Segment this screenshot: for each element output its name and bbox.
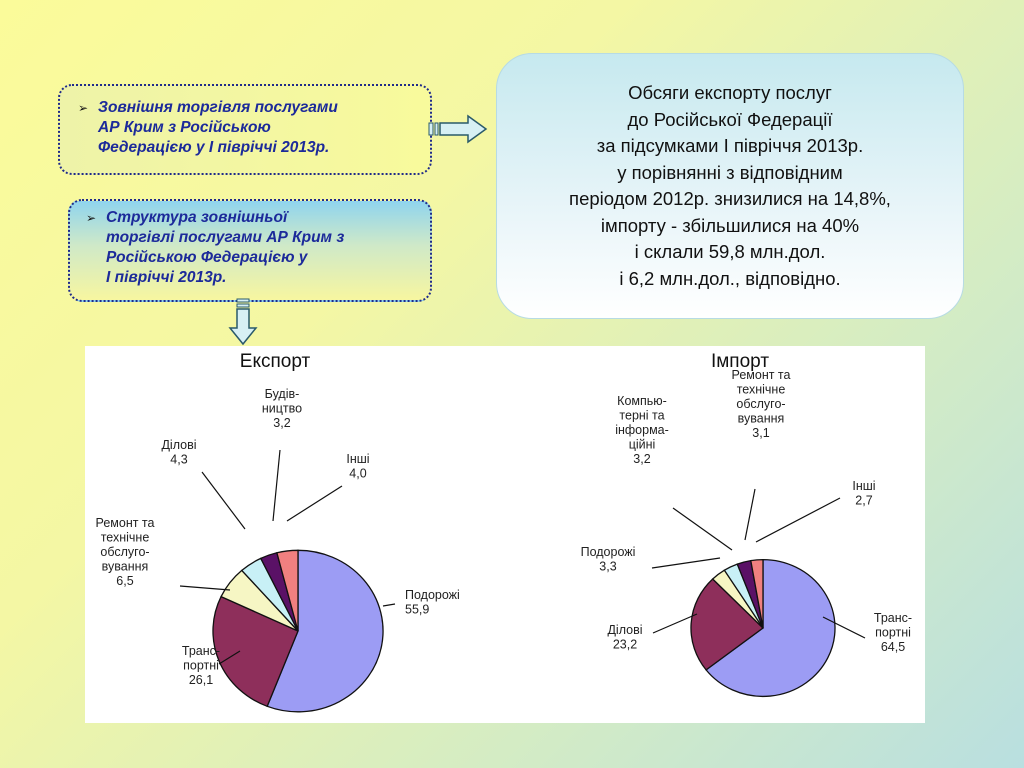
leader-line [287, 486, 342, 521]
chart-title: Імпорт [710, 351, 770, 372]
info-callout [496, 53, 964, 319]
slice-label: Компью-терні та інформа-ційні 3,2 [615, 394, 669, 466]
bullet-arrow-icon: ➢ [86, 211, 97, 225]
down-arrow-icon [228, 298, 258, 346]
bullet-box-structure [68, 199, 432, 302]
leader-line [756, 498, 840, 542]
leader-line [673, 508, 732, 550]
leader-line [745, 489, 755, 540]
bullet-text-trade: Зовнішня торгівля послугами АР Крим з Російською Федерацією у І півріччі 2013р. [98, 99, 338, 156]
chart-panel [85, 346, 925, 723]
slice-label: Будів-ництво 3,2 [261, 387, 303, 430]
slice-label: Ремонт та технічне обслуго-вування 3,1 [731, 368, 791, 440]
bullet-arrow-icon: ➢ [78, 101, 89, 115]
bullet-item-structure [86, 208, 421, 288]
slice-label: Подорожі 3,3 [580, 545, 636, 574]
slice-label: Інші 2,7 [852, 479, 876, 508]
leader-line [202, 472, 245, 529]
bullet-item-trade [78, 98, 418, 158]
slice-label: Ділові 23,2 [607, 623, 643, 652]
pie-chart-export [96, 351, 460, 712]
slice-label: Транс-портні 64,5 [873, 611, 913, 654]
chart-title: Експорт [239, 351, 311, 372]
bullet-box-trade [58, 84, 432, 175]
slice-label: Транс-портні 26,1 [181, 644, 221, 687]
info-text: Обсяги експорту послуг до Російської Федерації за підсумками І півріччя 2013р. у порівнянні з відповідним періодом 2012р. знизилися на 14,8%, імпорту - збільшилися на 40% і склали 59,8 млн.дол. і 6,2 млн.дол., відповідно. [569, 82, 891, 289]
slice-label: Інші 4,0 [346, 452, 370, 481]
right-arrow-icon [428, 114, 490, 144]
pie-charts [85, 346, 925, 723]
leader-line [383, 604, 395, 606]
slice-label: Подорожі 55,9 [405, 588, 460, 617]
slice-label: Ділові 4,3 [161, 438, 197, 467]
slice-label: Ремонт та технічне обслуго-вування 6,5 [95, 516, 155, 588]
leader-line [180, 586, 230, 590]
pie-chart-import [581, 351, 912, 696]
leader-line [652, 558, 720, 568]
bullet-text-structure: Структура зовнішньої торгівлі послугами АР Крим з Російською Федерацією у І півріччі 2013р. [106, 209, 345, 286]
leader-line [273, 450, 280, 521]
